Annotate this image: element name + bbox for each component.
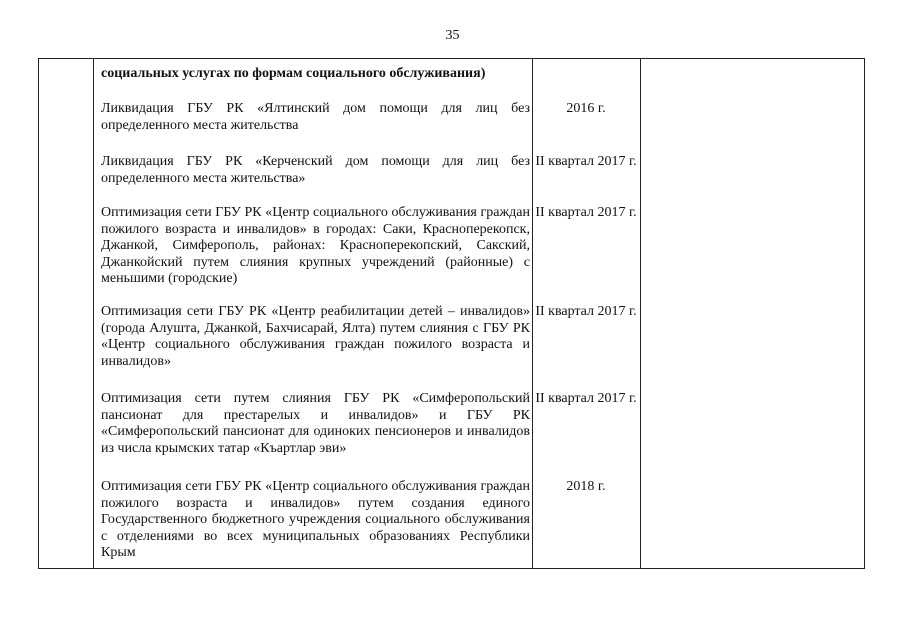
measure-description: Оптимизация сети путем слияния ГБУ РК «Симферопольский пансионат для престарелых и инвалидов» и ГБУ РК «Симферопольский пансионат для одиноких пенсионеров и инвалидов из числа крымских татар «Къартлар эви»	[101, 391, 530, 456]
measure-description: Ликвидация ГБУ РК «Керченский дом помощи для лиц без определенного места жительства»	[101, 154, 530, 186]
measures-table	[38, 58, 865, 569]
column-divider	[532, 59, 533, 568]
measure-term: II квартал 2017 г.	[535, 391, 637, 406]
measure-description: Оптимизация сети ГБУ РК «Центр социального обслуживания граждан пожилого возраста и инвалидов» путем создания единого Государственного бюджетного учреждения социального обслуживания с отделениями во всех муниципальных образованиях Республики Крым	[101, 479, 530, 560]
measure-term: 2018 г.	[566, 479, 606, 494]
measure-description: Оптимизация сети ГБУ РК «Центр социального обслуживания граждан пожилого возраста и инвалидов» в городах: Саки, Красноперекопск, Джанкой, Симферополь, районах: Красноперекопский, Сакский, Джанкойский путем слияния крупных учреждений (районные) с меньшими (городские)	[101, 205, 530, 286]
page-number: 35	[445, 28, 460, 43]
header-continuation-text: социальных услугах по формам социального обслуживания)	[101, 66, 486, 81]
measure-term: II квартал 2017 г.	[535, 304, 637, 319]
measure-term: 2016 г.	[566, 101, 606, 116]
measure-description: Ликвидация ГБУ РК «Ялтинский дом помощи для лиц без определенного места жительства	[101, 101, 530, 133]
column-divider	[93, 59, 94, 568]
measure-term: II квартал 2017 г.	[535, 154, 637, 169]
measure-term: II квартал 2017 г.	[535, 205, 637, 220]
measure-description: Оптимизация сети ГБУ РК «Центр реабилитации детей – инвалидов» (города Алушта, Джанкой, Бахчисарай, Ялта) путем слияния с ГБУ РК «Центр социального обслуживания граждан пожилого возраста и инвалидов»	[101, 304, 530, 369]
column-divider	[640, 59, 641, 568]
